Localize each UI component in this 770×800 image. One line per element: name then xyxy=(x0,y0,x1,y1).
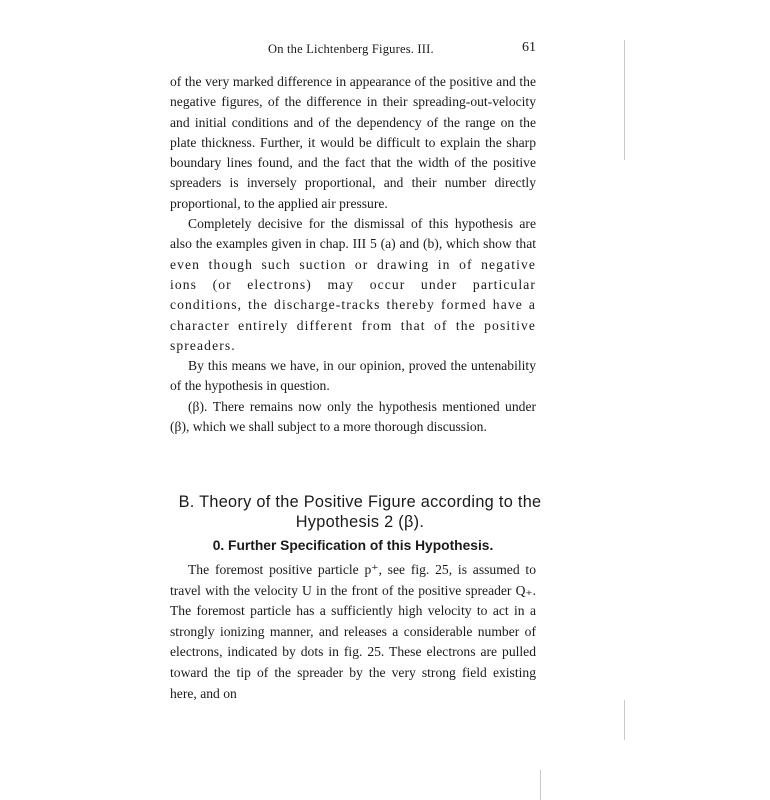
scan-artifact-line xyxy=(624,700,625,740)
body-text-lower xyxy=(170,560,536,704)
section-heading: B. Theory of the Positive Figure according to the Hypothesis 2 (β). xyxy=(178,493,542,531)
paragraph-3: By this means we have, in our opinion, proved the untenability of the hypothesis in question. xyxy=(170,358,536,394)
scan-artifact-line xyxy=(540,770,541,800)
page-number: 61 xyxy=(522,40,536,55)
paragraph-2-normal: Completely decisive for the dismissal of this hypothesis are also the examples given in chap. III 5 (a) and (b), which show that xyxy=(170,216,536,252)
body-text-upper xyxy=(170,72,536,437)
paragraph-2-spaced: even though such suction or drawing in of negative ions (or electrons) may occur under particular conditions, the discharge-tracks thereby formed have a character entirely different from that of the positive spreaders. xyxy=(170,256,536,353)
paragraph-4: (β). There remains now only the hypothesis mentioned under (β), which we shall subject to a more thorough discussion. xyxy=(170,398,536,435)
paragraph-5: The foremost positive particle p⁺, see fig. 25, is assumed to travel with the velocity U in the front of the positive spreader Q₊. The foremost particle has a sufficiently high velocity to act in a strongly ionizing manner, and releases a considerable number of electrons, indicated by dots in fig. 25. These electrons are pulled toward the tip of the spreader by the very strong field existing here, and on xyxy=(170,562,536,701)
running-title: On the Lichtenberg Figures. III. xyxy=(268,42,434,56)
scan-artifact-line xyxy=(624,40,625,160)
subsection-heading: 0. Further Specification of this Hypothesis. xyxy=(212,538,494,553)
paragraph-2 xyxy=(170,214,536,356)
running-head xyxy=(170,40,536,58)
paragraph-1: of the very marked difference in appearance of the positive and the negative figures, of the difference in their spreading-out-velocity and initial conditions and of the dependency of the range on the plate thickness. Further, it would be difficult to explain the sharp boundary lines found, and the fact that the width of the positive spreaders is inversely proportional, and their number directly proportional, to the applied air pressure. xyxy=(170,74,536,211)
